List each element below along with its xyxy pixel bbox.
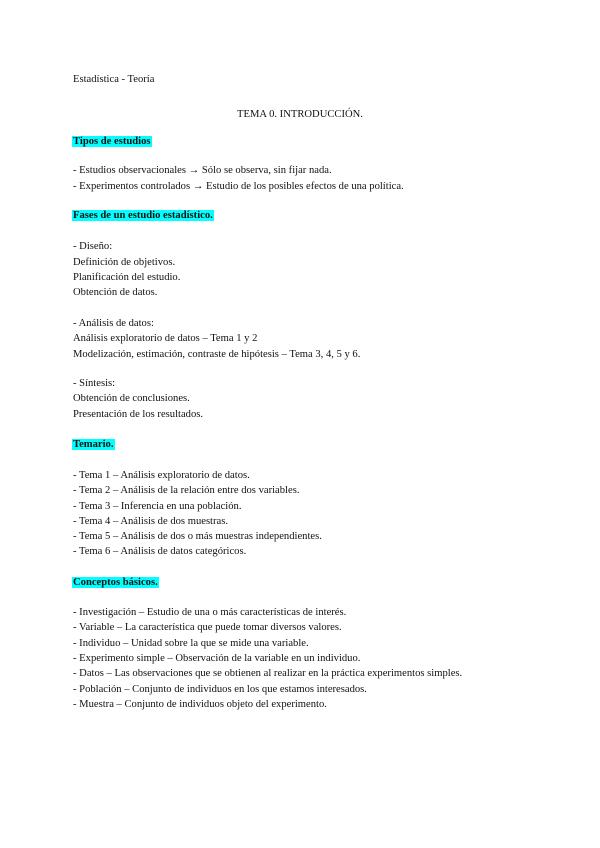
list-item: Presentación de los resultados.	[73, 409, 204, 420]
highlighted-heading: Fases de un estudio estadístico.	[73, 210, 213, 221]
list-item: - Experimentos controlados → Estudio de los posibles efectos de una política.	[73, 181, 404, 192]
highlighted-heading: Conceptos básicos.	[73, 577, 158, 588]
list-item: - Tema 2 – Análisis de la relación entre dos variables.	[73, 485, 300, 496]
list-item: Obtención de datos.	[73, 287, 158, 298]
list-item: Análisis exploratorio de datos – Tema 1 y 2	[73, 333, 258, 344]
list-item: - Tema 4 – Análisis de dos muestras.	[73, 516, 229, 527]
list-item: - Estudios observacionales → Sólo se observa, sin fijar nada.	[73, 165, 332, 176]
section-heading-fases	[73, 209, 214, 223]
list-item: Definición de objetivos.	[73, 257, 176, 268]
list-item: - Población – Conjunto de individuos en los que estamos interesados.	[73, 684, 367, 695]
list-item: - Muestra – Conjunto de individuos objeto del experimento.	[73, 699, 327, 710]
list-item: - Datos – Las observaciones que se obtienen al realizar en la práctica experimentos simples.	[73, 668, 463, 679]
list-item: - Análisis de datos:	[73, 318, 154, 329]
list-item: - Individuo – Unidad sobre la que se mide una variable.	[73, 638, 309, 649]
section-heading-conceptos	[73, 576, 159, 590]
list-item: - Tema 5 – Análisis de dos o más muestras independientes.	[73, 531, 322, 542]
list-item: - Diseño:	[73, 241, 113, 252]
document-header: Estadística - Teoría	[73, 74, 155, 85]
list-item: - Experimento simple – Observación de la variable en un individuo.	[73, 653, 361, 664]
list-item: - Tema 6 – Análisis de datos categóricos.	[73, 546, 247, 557]
list-item: Modelización, estimación, contraste de hipótesis – Tema 3, 4, 5 y 6.	[73, 349, 361, 360]
section-heading-temario	[73, 438, 115, 452]
list-item: - Investigación – Estudio de una o más características de interés.	[73, 607, 347, 618]
list-item: - Tema 3 – Inferencia en una población.	[73, 501, 242, 512]
list-item: - Variable – La característica que puede tomar diversos valores.	[73, 622, 342, 633]
list-item: - Síntesis:	[73, 378, 116, 389]
list-item: Obtención de conclusiones.	[73, 393, 190, 404]
page-title: TEMA 0. INTRODUCCIÓN.	[237, 109, 363, 120]
section-heading-tipos	[73, 135, 152, 149]
list-item: - Tema 1 – Análisis exploratorio de datos.	[73, 470, 250, 481]
highlighted-heading: Tipos de estudios	[73, 136, 151, 147]
highlighted-heading: Temario.	[73, 439, 114, 450]
list-item: Planificación del estudio.	[73, 272, 181, 283]
